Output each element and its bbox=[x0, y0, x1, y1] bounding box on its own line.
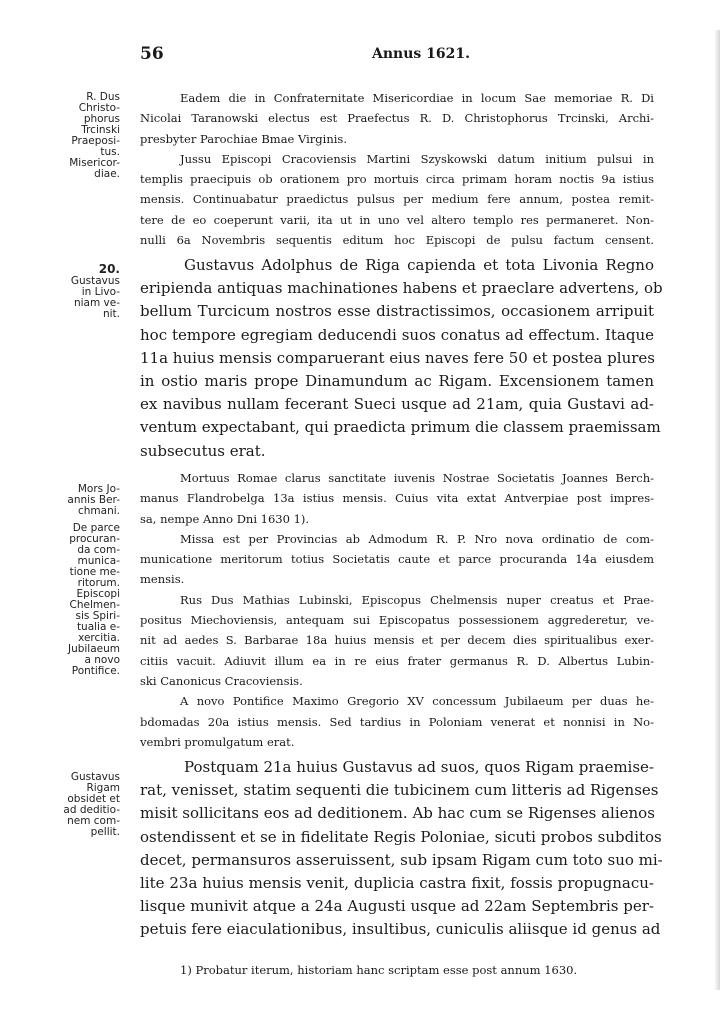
margin-note-line: Pontifice. bbox=[71, 665, 120, 677]
body-line: mensis. bbox=[140, 572, 185, 587]
body-line: in ostio maris prope Dinamundum ac Rigam. Excensionem tamen bbox=[140, 372, 654, 391]
body-block-riga-siege bbox=[140, 756, 663, 942]
body-line: ostendissent et se in fidelitate Regis Poloniae, sicuti probos subditos bbox=[140, 827, 662, 846]
body-line: mensis. Continuabatur praedictus pulsus per medium fere annum, postea remit- bbox=[140, 192, 654, 207]
body-block-gustavus-livonia bbox=[140, 254, 663, 463]
body-line: bellum Turcicum nostros esse distractissimos, occasionem arripuit bbox=[140, 302, 654, 321]
margin-note-line: Gustavus bbox=[70, 275, 120, 287]
margin-note-line: tione me- bbox=[69, 566, 120, 578]
body-block-confraternity bbox=[140, 88, 654, 250]
body-line: A novo Pontifice Maximo Gregorio XV concessum Jubilaeum per duas he- bbox=[180, 694, 654, 709]
margin-note-line: tus. bbox=[100, 146, 120, 158]
body-line: nulli 6a Novembris sequentis editum hoc Episcopi de pulsu factum censent. bbox=[140, 233, 654, 248]
margin-note-line: Gustavus bbox=[70, 771, 120, 783]
body-line: nit ad aedes S. Barbarae 18a huius mensis et per decem dies spiritualibus exer- bbox=[140, 633, 654, 648]
body-line: Missa est per Provincias ab Admodum R. P. Nro nova ordinatio de com- bbox=[180, 531, 654, 546]
page-number: 56 bbox=[140, 44, 164, 64]
margin-note-line: Rigam bbox=[86, 782, 120, 794]
margin-note-line: Praeposi- bbox=[71, 135, 120, 147]
margin-note-line: obsidet et bbox=[67, 793, 120, 805]
margin-note-line: Mors Jo- bbox=[77, 483, 120, 495]
margin-note-line: Trcinski bbox=[81, 124, 120, 136]
margin-note-line: ad deditio- bbox=[63, 804, 120, 816]
margin-note-line: ritorum. bbox=[77, 577, 120, 589]
body-line: 11a huius mensis comparuerant eius naves fere 50 et postea plures bbox=[140, 348, 655, 367]
margin-note-line: De parce bbox=[72, 522, 120, 534]
body-line: presbyter Parochiae Bmae Virginis. bbox=[140, 131, 347, 146]
margin-note-line: Episcopi bbox=[76, 588, 120, 600]
body-line: lite 23a huius mensis venit, duplicia castra fixit, fossis propugnacu- bbox=[140, 874, 654, 893]
margin-note-line: pellit. bbox=[90, 826, 120, 838]
body-line: eripienda antiquas machinationes habens et praeclare advertens, ob bbox=[140, 279, 663, 298]
body-line: Gustavus Adolphus de Riga capienda et tota Livonia Regno bbox=[184, 256, 654, 274]
margin-note-line: Chelmen- bbox=[69, 599, 120, 611]
running-header bbox=[140, 44, 660, 68]
margin-note-line: procuran- bbox=[69, 533, 120, 545]
margin-note-line: da com- bbox=[77, 544, 120, 556]
body-line: tere de eo coeperunt varii, ita ut in uno vel altero templo res permaneret. Non- bbox=[140, 212, 654, 227]
body-line: hoc tempore egregiam deducendi suos conatus ad effectum. Itaque bbox=[140, 325, 654, 344]
body-line: ex navibus nullam fecerant Sueci usque ad 21am, quia Gustavi ad- bbox=[140, 395, 654, 414]
margin-note-line: phorus bbox=[83, 113, 120, 125]
body-line: ski Canonicus Cracoviensis. bbox=[140, 673, 303, 688]
margin-note-line: nit. bbox=[102, 308, 120, 320]
body-line: sa, nempe Anno Dni 1630 1). bbox=[140, 511, 310, 526]
margin-note-line: a novo bbox=[84, 654, 120, 666]
body-line: Postquam 21a huius Gustavus ad suos, quos Rigam praemise- bbox=[184, 758, 654, 776]
margin-note-berchmans-etc bbox=[58, 484, 120, 677]
body-line: vembri promulgatum erat. bbox=[140, 734, 295, 749]
body-line: templis praecipuis ob orationem pro mortuis circa primam horam noctis 9a istius bbox=[140, 172, 654, 187]
running-title: Annus 1621. bbox=[372, 46, 470, 62]
body-line: Mortuus Romae clarus sanctitate iuvenis Nostrae Societatis Joannes Berch- bbox=[180, 471, 654, 485]
body-line: bdomadas 20a istius mensis. Sed tardius in Poloniam venerat et nonnisi in No- bbox=[140, 714, 654, 729]
margin-note-line: in Livo- bbox=[81, 286, 120, 298]
body-line: rat, venisset, statim sequenti die tubicinem cum litteris ad Rigenses bbox=[140, 781, 659, 800]
margin-note-line: niam ve- bbox=[73, 297, 120, 309]
margin-note-line: nem com- bbox=[67, 815, 120, 827]
margin-note-line: annis Ber- bbox=[67, 494, 120, 506]
margin-note-number: 20. bbox=[98, 262, 120, 276]
margin-note-line: Misericor- bbox=[69, 157, 120, 169]
body-line: lisque munivit atque a 24a Augusti usque ad 22am Septembris per- bbox=[140, 897, 654, 916]
margin-note-line: Jubilaeum bbox=[67, 643, 120, 655]
margin-note-line: Christo- bbox=[78, 102, 120, 114]
body-line: petuis fere eiaculationibus, insultibus, cuniculis aliisque id genus ad bbox=[140, 920, 661, 939]
body-line: Eadem die in Confraternitate Misericordiae in locum Sae memoriae R. Di bbox=[180, 91, 654, 105]
body-block-berchmans-jubilee bbox=[140, 468, 654, 752]
body-line: ventum expectabant, qui praedicta primum die classem praemissam bbox=[140, 418, 661, 437]
margin-note-line: sis Spiri- bbox=[75, 610, 120, 622]
margin-note-trcinski bbox=[58, 92, 120, 180]
body-line: Jussu Episcopi Cracoviensis Martini Szyskowski datum initium pulsui in bbox=[180, 151, 654, 166]
body-line: Nicolai Taranowski electus est Praefectus R. D. Christophorus Trcinski, Archi- bbox=[140, 111, 654, 126]
margin-note-line: xercitia. bbox=[78, 632, 120, 644]
body-line: subsecutus erat. bbox=[140, 441, 266, 460]
margin-note-riga-siege bbox=[58, 772, 120, 838]
margin-note-line: chmani. bbox=[78, 505, 120, 517]
footnote: 1) Probatur iterum, historiam hanc scriptam esse post annum 1630. bbox=[180, 963, 578, 977]
margin-note-gustavus-livonia bbox=[58, 262, 120, 320]
margin-note-line: munica- bbox=[77, 555, 120, 567]
body-line: decet, permansuros asseruissent, sub ipsam Rigam cum toto suo mi- bbox=[140, 850, 663, 869]
body-line: citiis vacuit. Adiuvit illum ea in re eius frater germanus R. D. Albertus Lubin- bbox=[140, 653, 654, 668]
margin-note-line: tualia e- bbox=[76, 621, 120, 633]
body-line: Rus Dus Mathias Lubinski, Episcopus Chelmensis nuper creatus et Prae- bbox=[180, 592, 654, 607]
body-line: manus Flandrobelga 13a istius mensis. Cuius vita extat Antverpiae post impres- bbox=[140, 491, 654, 506]
body-line: misit sollicitans eos ad deditionem. Ab hac cum se Rigenses alienos bbox=[140, 804, 655, 823]
margin-note-line: R. Dus bbox=[86, 91, 120, 103]
margin-note-line: diae. bbox=[94, 168, 120, 180]
body-line: municatione meritorum totius Societatis caute et parce procuranda 14a eiusdem bbox=[140, 552, 654, 567]
page-edge-shadow bbox=[714, 30, 720, 990]
body-line: positus Miechoviensis, antequam sui Episcopatus possessionem aggrederetur, ve- bbox=[140, 613, 654, 628]
